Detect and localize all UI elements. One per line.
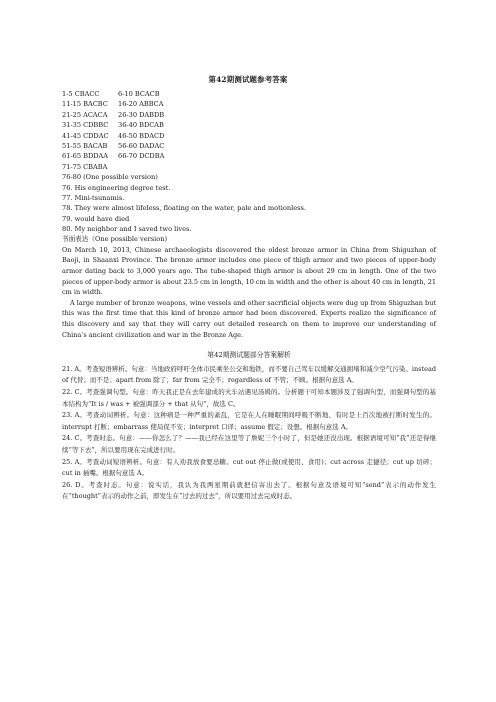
answer-row <box>62 120 436 130</box>
answer-range: 66-70 DCDBA <box>118 152 165 161</box>
content-body <box>62 89 436 503</box>
answer-key-table <box>62 89 436 172</box>
answer-range: 46-50 BDACD <box>118 131 165 140</box>
short-answer-line: 76. His engineering degree test. <box>62 183 171 192</box>
answer-row <box>62 131 436 141</box>
answer-row <box>62 89 436 99</box>
answer-row <box>62 110 436 120</box>
answer-range: 56-60 DADAC <box>118 141 165 150</box>
short-answer-line: 79. would have died <box>62 214 130 223</box>
answer-range: 71-75 CBABA <box>62 162 108 171</box>
essay-paragraph: On March 10, 2013, Chinese archaeologists discovered the oldest bronze armor in China from Shiguzhan of Baoji, in Shaanxi Province. The bronze armor includes one piece of thigh armor and two pieces of upper-body armor dating back to 3,000 years ago. The tube-shaped thigh armor is about 29 cm in length. One of the two pieces of upper-body armor is about 23.5 cm in length, 10 cm in width and the other is about 40 cm in length, 21 cm in width. <box>62 245 436 297</box>
analysis-item: 21. A。考查短语辨析。句意：当地政府呼吁全体市民乘坐公交和地铁，而不要自己驾车以缓解交通拥堵和减少空气污染。instead of 代替；而不是；apart from 除了；far from 完全不；regardless of 不管；不顾。根据句意选 A。 <box>62 364 436 385</box>
short-answer-line: 78. They were almost lifeless, floating on the water, pale and motionless. <box>62 204 306 213</box>
answer-range: 31-35 CDBBC <box>62 121 109 130</box>
essay-paragraph: A large number of bronze weapons, wine vessels and other sacrificial objects were dug up from Shiguzhan but this was the first time that this kind of bronze armor had been discovered. Experts realize the significance of this discovery and say that they will carry out detailed research on them to improve our understanding of China’s ancient civilization and war in the Bronze Age. <box>62 298 436 339</box>
answer-row <box>62 162 436 172</box>
answer-range: 11-15 BACBC <box>62 100 108 109</box>
analysis-title: 第42期测试题部分答案解析 <box>207 351 291 360</box>
answer-row <box>62 151 436 161</box>
answer-range: 61-65 BDDAA <box>62 152 109 161</box>
answer-range: 51-55 BACAB <box>62 141 108 150</box>
short-answer-line: 80. My neighbor and I saved two lives. <box>62 225 192 234</box>
analysis-item: 25. A。考查动词短语辨析。句意：有人劝我放食要忌糖。cut out 停止做(或使用、食用)；cut across 走捷径；cut up 切碎；cut in 插嘴。根据句意选 A。 <box>62 457 436 478</box>
analysis-list <box>62 364 436 503</box>
essay-body <box>62 245 436 340</box>
analysis-item: 24. C。考查时态。句意：——你怎么了？——我已经在这里等了詹妮三个小时了，但是她还没出现。根据语境可知“我”还是得继续“等下去”，所以要用现在完成进行时。 <box>62 434 436 454</box>
answer-row <box>62 99 436 109</box>
essay-heading: 书面表达（One possible version) <box>62 235 168 244</box>
answer-range: 6-10 BCACB <box>118 90 160 98</box>
answer-range: 16-20 ABBCA <box>118 100 164 109</box>
answer-range: 21-25 ACACA <box>62 110 108 119</box>
answer-range: 41-45 CDDAC <box>62 131 109 140</box>
short-answer-list <box>62 172 436 234</box>
answer-range: 36-40 BDCAB <box>118 121 164 130</box>
answer-range: 26-30 DABDB <box>118 110 165 119</box>
short-answer-line: 77. Mini-tsunamis. <box>62 193 125 202</box>
answer-row <box>62 141 436 151</box>
answer-range: 1-5 CBACC <box>62 90 100 98</box>
short-answer-line: 76-80 (One possible version) <box>62 173 158 182</box>
page-title: 第42期测试题参考答案 <box>208 75 288 84</box>
analysis-item: 26. D。考查时态。句意：说实话，我认为我两星期前就把信寄出去了。根据句意及语境可知“send”表示的动作发生在“thought”表示的动作之前，即发生在“过去的过去”，所以要用过去完成时态。 <box>62 480 436 501</box>
analysis-item: 22. C。考查强调句型。句意：昨天我正是在去年建成的火车站遇见汤姆的。分析题干可知本题涉及了强调句型，而强调句型的基本结构为“It is / was + 被强调部分 + that 从句”，故选 C。 <box>62 387 436 408</box>
analysis-item: 23. A。考查动词辨析。句意：这种病是一种严重的紊乱，它是在人在睡眠期间呼吸不断地、有时是上百次地被打断时发生的。interrupt 打断；embarrass 使局促不安；interpret 口译；assume 假定；设想。根据句意选 A。 <box>62 411 436 431</box>
